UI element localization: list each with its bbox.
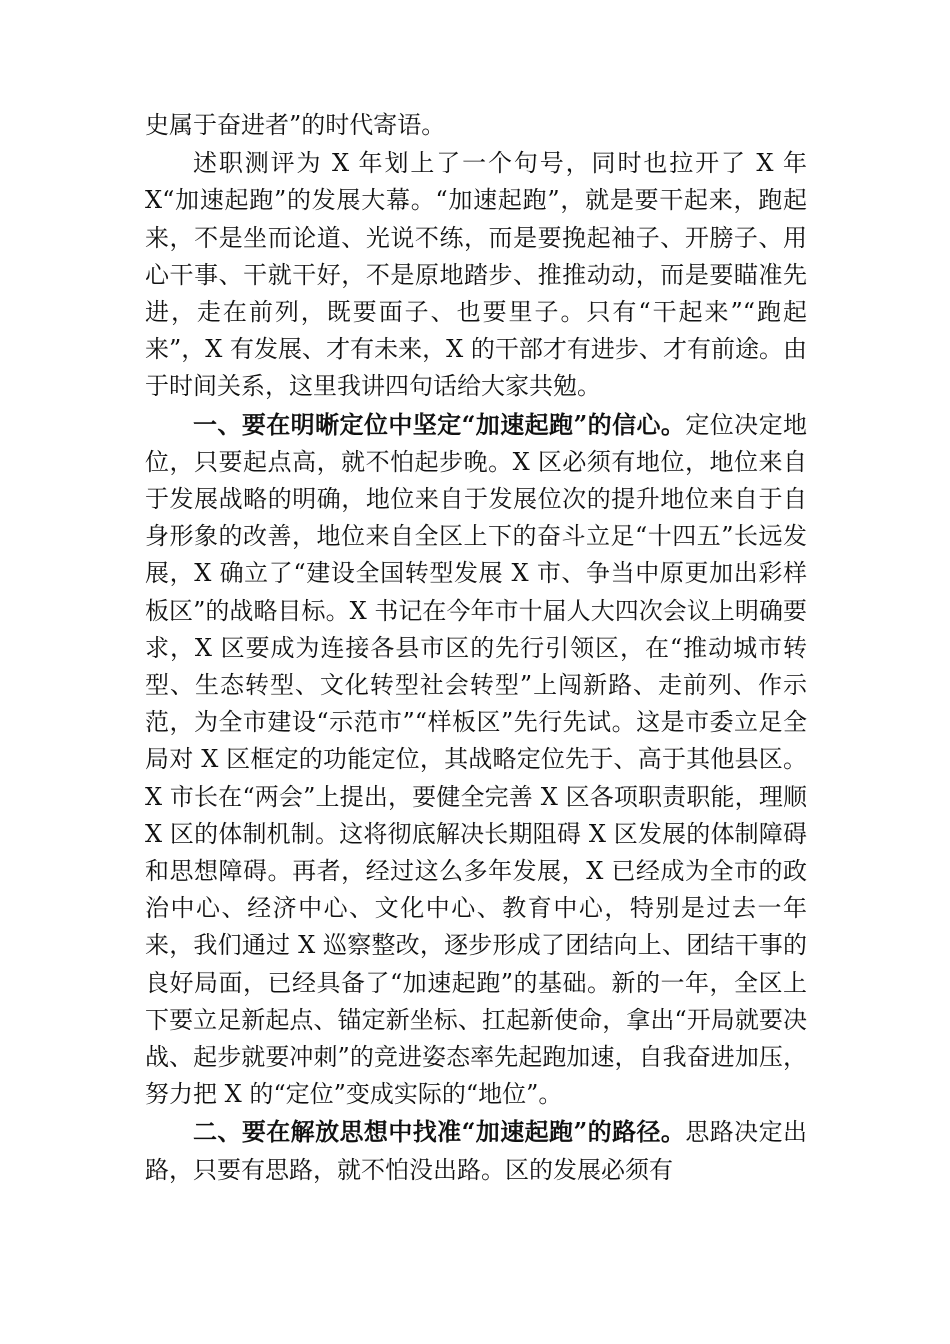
paragraph-text: 史属于奋进者”的时代寄语。 <box>145 111 446 139</box>
paragraph <box>145 144 807 405</box>
paragraph-text: 思路决定出路，只要有思路，就不怕没出路。区的发展必须有 <box>145 1118 808 1184</box>
paragraph-text: 述职测评为 X 年划上了一个句号，同时也拉开了 X 年 X“加速起跑”的发展大幕。“加速起跑”，就是要干起来，跑起来，不是坐而论道、光说不练，而是要挽起袖子、开膀子、用心干事、干就干好，不是原地踏步、推推动动，而是要瞄准先进，走在前列，既要面子、也要里子。只有“干起来”“跑起来”，X 有发展、才有未来，X 的干部才有进步、才有前途。由于时间关系，这里我讲四句话给大家共勉。 <box>145 149 807 401</box>
paragraph <box>145 106 807 144</box>
paragraph <box>145 1113 807 1188</box>
section-heading-2: 二、要在解放思想中找准“加速起跑”的路径。 <box>193 1117 686 1147</box>
document-body <box>145 106 807 1189</box>
paragraph-text: 定位决定地位，只要起点高，就不怕起步晚。X 区必须有地位，地位来自于发展战略的明确，地位来自于发展位次的提升地位来自于自身形象的改善，地位来自全区上下的奋斗立足“十四五”长远发展，X 确立了“建设全国转型发展 X 市、争当中原更加出彩样板区”的战略目标。X 书记在今年市十届人大四次会议上明确要求，X 区要成为连接各县市区的先行引领区，在“推动城市转型、生态转型、文化转型社会转型”上闯新路、走前列、作示范，为全市建设“示范市”“样板区”先行先试。这是市委立足全局对 X 区框定的功能定位，其战略定位先于、高于其他县区。X 市长在“两会”上提出，要健全完善 X 区各项职责职能，理顺 X 区的体制机制。这将彻底解决长期阻碍 X 区发展的体制障碍和思想障碍。再者，经过这么多年发展，X 已经成为全市的政治中心、经济中心、文化中心、教育中心，特别是过去一年来，我们通过 X 巡察整改，逐步形成了团结向上、团结干事的良好局面，已经具备了“加速起跑”的基础。新的一年，全区上下要立足新起点、锚定新坐标、扛起新使命，拿出“开局就要决战、起步就要冲刺”的竞进姿态率先起跑加速，自我奋进加压，努力把 X 的“定位”变成实际的“地位”。 <box>145 410 808 1109</box>
paragraph <box>145 406 807 1114</box>
section-heading-1: 一、要在明晰定位中坚定“加速起跑”的信心。 <box>193 409 686 439</box>
